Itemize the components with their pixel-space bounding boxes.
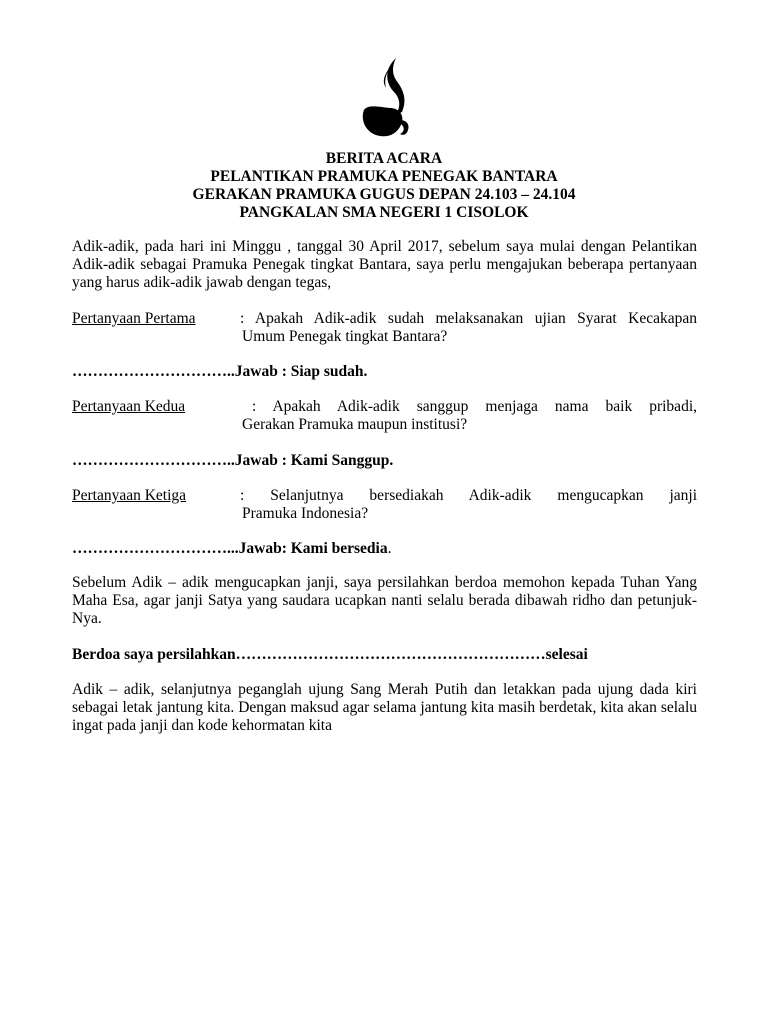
question-2: [72, 398, 697, 434]
title-line-1: BERITA ACARA: [325, 150, 443, 167]
question-2-text-line-1: : Apakah Adik-adik sanggup menjaga nama baik pribadi,: [252, 398, 697, 415]
answer-1-text: Jawab : Siap sudah.: [234, 363, 368, 380]
prayer-line-dots: ……………………………………………………: [235, 646, 546, 663]
title-line-3: GERAKAN PRAMUKA GUGUS DEPAN 24.103 – 24.104: [192, 186, 576, 203]
title-line-4: PANGKALAN SMA NEGERI 1 CISOLOK: [239, 204, 529, 221]
prayer-paragraph: Sebelum Adik – adik mengucapkan janji, saya persilahkan berdoa memohon kepada Tuhan Yang Maha Esa, agar janji Satya yang saudara ucapkan nanti selalu berada dibawah ridho dan petunjuk-Nya.: [72, 574, 697, 627]
answer-2-text: Jawab : Kami Sanggup.: [234, 452, 394, 469]
document-title: [0, 150, 768, 222]
question-1: [72, 310, 697, 346]
question-1-text-line-2: Umum Penegak tingkat Bantara?: [242, 328, 448, 345]
question-3-text-line-1: : Selanjutnya bersediakah Adik-adik mengucapkan janji: [240, 487, 697, 504]
answer-1: [72, 363, 367, 381]
closing-paragraph: Adik – adik, selanjutnya peganglah ujung Sang Merah Putih dan letakkan pada ujung dada kiri sebagai letak jantung kita. Dengan maksud agar selama jantung kita masih berdetak, kita akan selalu ingat pada janji dan kode kehormatan kita: [72, 681, 697, 734]
answer-2: [72, 452, 393, 470]
answer-1-dots: …………………………..: [72, 363, 235, 380]
question-1-text: [240, 310, 697, 346]
answer-3-dots: …………………………...: [72, 540, 239, 557]
question-2-label: Pertanyaan Kedua: [72, 398, 186, 415]
question-3: [72, 487, 697, 523]
answer-2-dots: …………………………..: [72, 452, 235, 469]
question-2-text-line-2: Gerakan Pramuka maupun institusi?: [242, 416, 468, 433]
question-3-text: [240, 487, 697, 523]
answer-3: [72, 540, 391, 558]
question-3-text-line-2: Pramuka Indonesia?: [242, 505, 369, 522]
question-1-label: Pertanyaan Pertama: [72, 310, 196, 327]
answer-3-text: Jawab: Kami bersedia: [238, 540, 388, 557]
answer-3-suffix: .: [387, 540, 392, 557]
question-2-text: [240, 398, 697, 434]
prayer-line: [72, 646, 588, 664]
intro-paragraph: Adik-adik, pada hari ini Minggu , tanggal 30 April 2017, sebelum saya mulai dengan Pelantikan Adik-adik sebagai Pramuka Penegak tingkat Bantara, saya perlu mengajukan beberapa pertanyaan yang harus adik-adik jawab dengan tegas,: [72, 238, 697, 291]
tunas-kelapa-icon: [354, 58, 414, 142]
prayer-line-end: selesai: [545, 646, 588, 663]
question-1-text-line-1: : Apakah Adik-adik sudah melaksanakan ujian Syarat Kecakapan: [240, 310, 697, 327]
prayer-line-text: Berdoa saya persilahkan: [72, 646, 236, 663]
title-line-2: PELANTIKAN PRAMUKA PENEGAK BANTARA: [210, 168, 558, 185]
question-3-label: Pertanyaan Ketiga: [72, 487, 187, 504]
